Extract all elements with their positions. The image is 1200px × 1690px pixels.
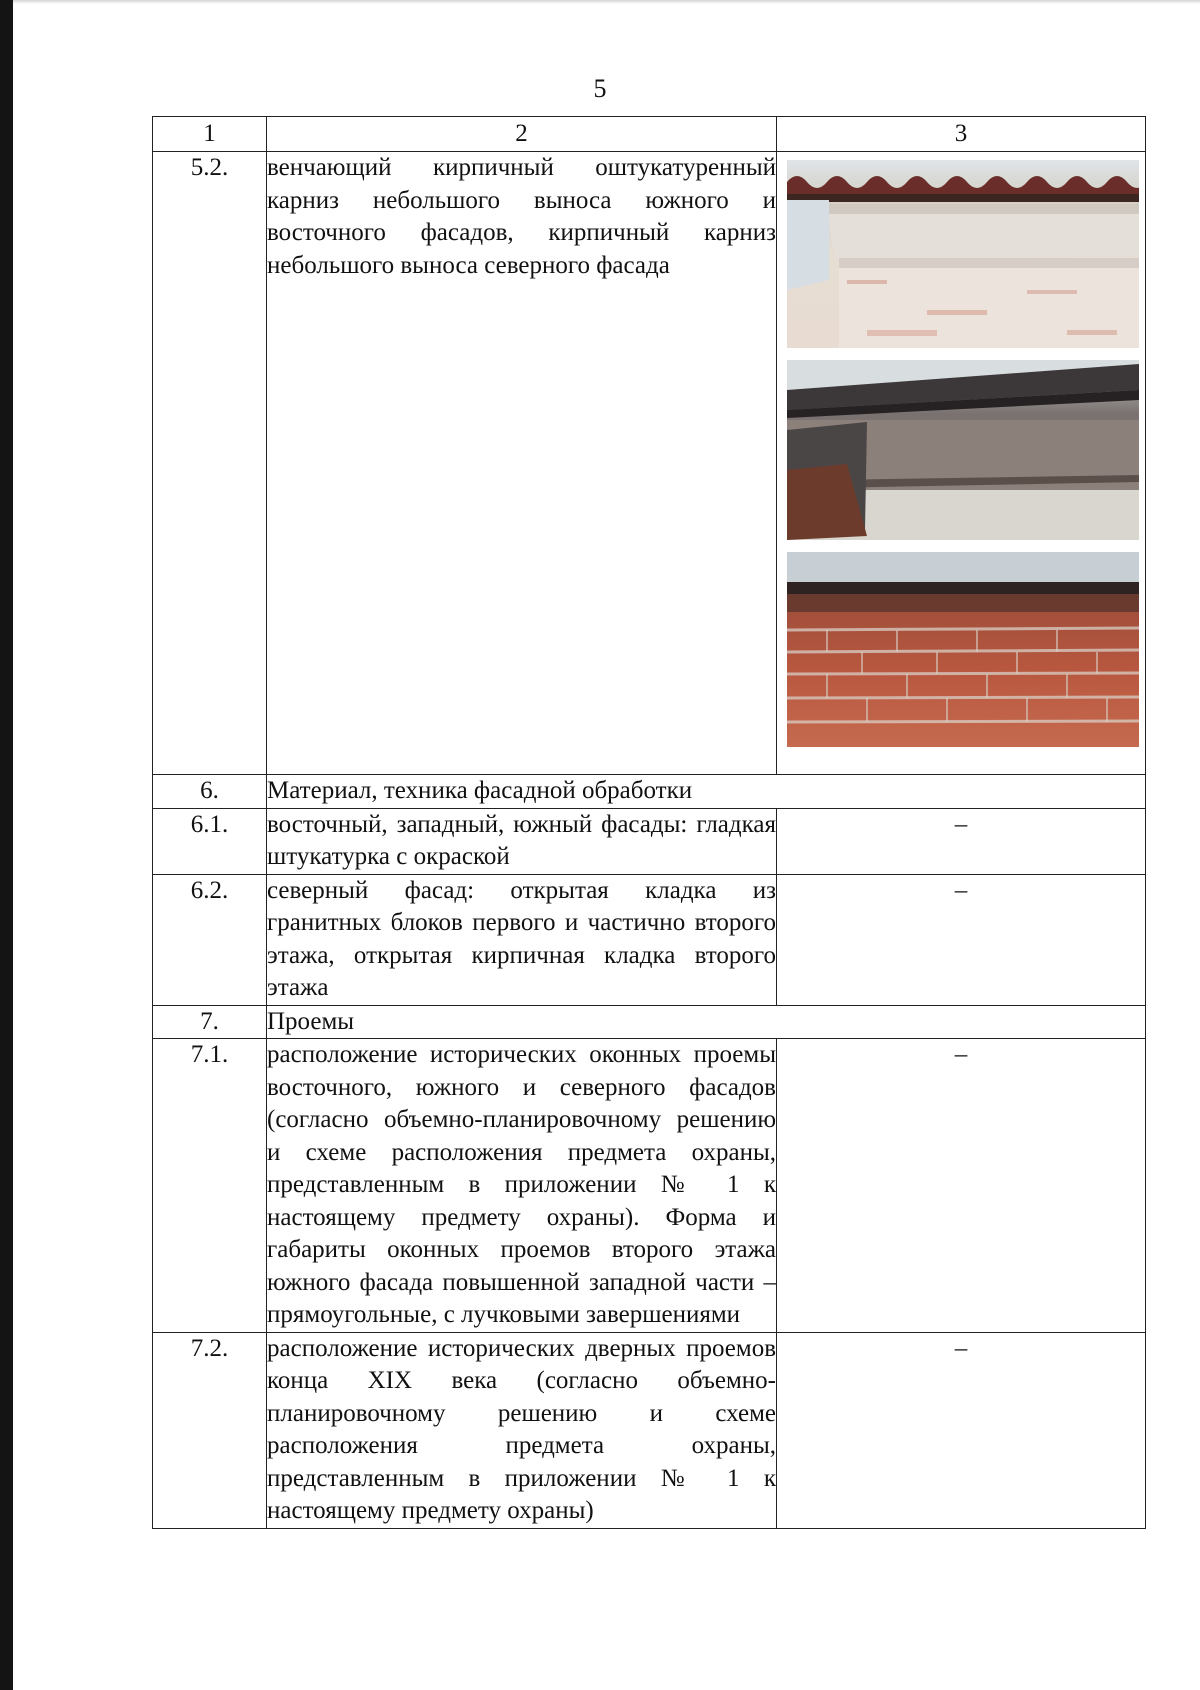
row-description: восточный, западный, южный фасады: гладкая штукатурка с окраской [267, 808, 777, 874]
row-number: 6.1. [153, 808, 267, 874]
row-illustration-placeholder: – [777, 1039, 1146, 1333]
row-description: венчающий кирпичный оштукатуренный карниз небольшого выноса южного и восточного фасадов, кирпичный карниз небольшого выноса северного фасада [267, 152, 777, 775]
protection-subject-table [152, 116, 1146, 1529]
column-header-3: 3 [777, 117, 1146, 152]
table-row [153, 1005, 1146, 1039]
row-number: 6.2. [153, 874, 267, 1005]
column-header-1: 1 [153, 117, 267, 152]
table-row [153, 808, 1146, 874]
column-header-2: 2 [267, 117, 777, 152]
row-description: расположение исторических оконных проемы восточного, южного и северного фасадов (согласно объемно-планировочному решению и схеме расположения предмета охраны, представленным в приложении № 1 к настоящему предмету охраны). Форма и габариты оконных проемов второго этажа южного фасада повышенной западной части – прямоугольные, с лучковыми завершениями [267, 1039, 777, 1333]
table-row [153, 1332, 1146, 1528]
row-description: расположение исторических дверных проемов конца XIX века (согласно объемно-планировочному решению и схеме расположения предмета охраны, представленным в приложении № 1 к настоящему предмету охраны) [267, 1332, 777, 1528]
row-number: 7.1. [153, 1039, 267, 1333]
table-row [153, 874, 1146, 1005]
table-row [153, 1039, 1146, 1333]
plastered-cornice-photo [787, 160, 1139, 348]
row-number: 7. [153, 1005, 267, 1039]
scan-border [0, 0, 13, 1690]
brick-cornice-photo [787, 552, 1139, 747]
row-illustration-placeholder: – [777, 1332, 1146, 1528]
table-row [153, 775, 1146, 809]
section-heading: Материал, техника фасадной обработки [267, 775, 1146, 809]
cornice-with-roof-photo [787, 360, 1139, 540]
table-row [153, 152, 1146, 775]
scan-top-shadow [13, 0, 1200, 4]
page-number: 5 [593, 74, 607, 103]
photo-cell [777, 152, 1146, 775]
row-description: северный фасад: открытая кладка из гранитных блоков первого и частично второго этажа, открытая кирпичная кладка второго этажа [267, 874, 777, 1005]
table-header-row [153, 117, 1146, 152]
row-number: 6. [153, 775, 267, 809]
section-heading: Проемы [267, 1005, 1146, 1039]
row-illustration-placeholder: – [777, 874, 1146, 1005]
row-number: 5.2. [153, 152, 267, 775]
row-number: 7.2. [153, 1332, 267, 1528]
row-illustration-placeholder: – [777, 808, 1146, 874]
